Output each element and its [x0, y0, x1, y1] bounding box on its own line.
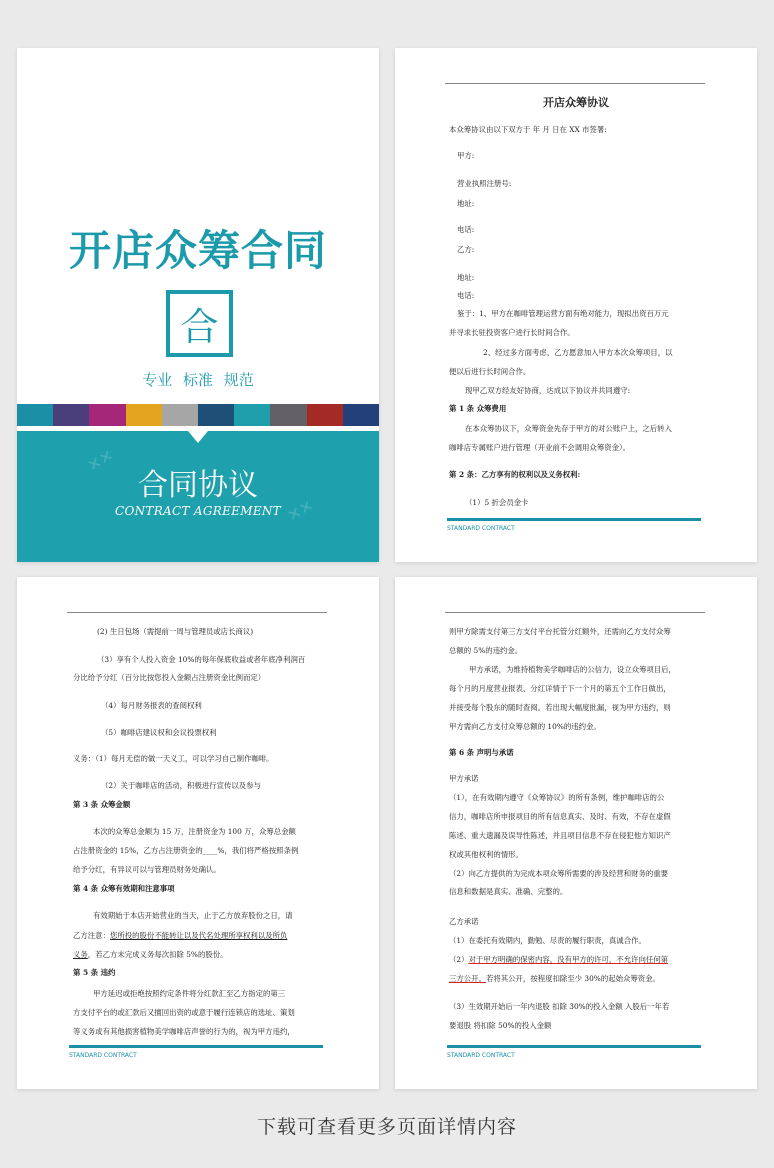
clause-line: (2) 生日包场（需提前一周与管理员或店长商议) [97, 627, 254, 636]
color-strip [17, 404, 379, 426]
contract-logo-icon: 合 [166, 290, 233, 357]
clause-line: 信力，咖啡店所申报项目的所有信息真实、及时、有效，不存在虚假 [449, 812, 671, 821]
footer-label: STANDARD CONTRACT [447, 525, 515, 532]
header-rule [67, 612, 327, 613]
article-heading: 第 4 条 众筹有效期和注意事项 [73, 884, 175, 893]
license-label: 营业执照注册号: [457, 179, 512, 188]
download-caption[interactable]: 下载可查看更多页面详情内容 [256, 1116, 517, 1138]
clause-line: 并接受每个股东的随时查阅。若出现大幅度批漏，视为甲方违约，则 [449, 703, 671, 712]
article-text [73, 932, 287, 939]
cover-band [17, 431, 379, 562]
cover-title: 开店众筹合同 [68, 226, 327, 275]
notice-prefix: 乙方注意： [73, 931, 110, 940]
clause-line: 义务：（1）每月无偿的做一天义工，可以学习自己制作咖啡。 [73, 754, 274, 763]
clause-line: （5）咖啡店建议权和会议投票权利 [101, 728, 217, 737]
article-text [73, 951, 228, 958]
article-text: 占注册资金的 15%，乙方占注册资金的____%，我们将严格按照条例 [73, 846, 299, 855]
clause-line: 则甲方除需支付第三方支付平台托管分红额外，还需向乙方支付众筹 [449, 627, 671, 636]
phone-label: 电话: [457, 225, 475, 234]
clause-line [449, 956, 668, 963]
clause-line [449, 975, 660, 982]
recital-line: 便以后进行长时间合作。 [449, 367, 531, 376]
article-heading: 第 2 条：乙方享有的权利以及义务权利: [449, 470, 581, 479]
article-text: 本次的众筹总金额为 15 万，注册资金为 100 万，众筹总金额 [93, 827, 296, 836]
cover-tagline: 专业 标准 规范 [142, 371, 254, 389]
clause-line: 要退股 将扣除 50%的投入金额 [449, 1021, 552, 1030]
notice-suffix: ，若乙方未完成义务每次扣除 5%的股份。 [87, 950, 228, 959]
color-swatch [343, 404, 379, 426]
clause-line: （1），在有效期内遵守《众筹协议》的所有条例，维护咖啡店的公 [449, 793, 665, 802]
article-text: 给予分红，有异议可以与管理员财务处确认。 [73, 865, 221, 874]
notice-underlined: 义务 [73, 950, 88, 959]
band-subtitle: CONTRACT AGREEMENT [115, 504, 281, 518]
confidential-underlined: 三方公开。 [449, 974, 486, 983]
address-label: 地址: [457, 273, 475, 282]
confidential-underlined: 对于甲方明确的保密内容，没有甲方的许可，不允许向任何第 [468, 955, 669, 964]
color-swatch [126, 404, 162, 426]
article-heading: 第 6 条 声明与承诺 [449, 748, 514, 757]
color-swatch [53, 404, 89, 426]
header-rule [445, 83, 705, 84]
watermark-icon: ✕✕ [284, 495, 317, 526]
clause-suffix: 若将其公开，按程度扣除至少 30%的起始众筹资金。 [485, 974, 660, 983]
color-swatch [307, 404, 343, 426]
document-page-3 [17, 577, 379, 1089]
clause-line: 陈述、重大遗漏及误导性陈述，并且项目信息不存在侵犯他方知识产 [449, 831, 671, 840]
document-page-4 [395, 577, 757, 1089]
clause-prefix: （2） [449, 955, 469, 964]
band-title: 合同协议 [138, 468, 258, 503]
footer-label: STANDARD CONTRACT [447, 1052, 515, 1059]
clause-line: （4）每月财务报表的查阅权利 [101, 701, 202, 710]
color-swatch [89, 404, 125, 426]
clause-line: （2）向乙方提供的为完成本项众筹所需要的涉及经营和财务的重要 [449, 869, 669, 878]
article-text: 等义务或有其他损害植物美学咖啡店声誉的行为的，视为甲方违约， [73, 1027, 295, 1036]
color-swatch [198, 404, 234, 426]
recital-line: 鉴于：1、甲方在咖啡管理运营方面有绝对能力，现拟出资百万元 [457, 309, 669, 318]
clause-line: 信息和数据是真实、准确、完整的。 [449, 887, 568, 896]
article-text: 有效期始于本店开始营业的当天，止于乙方放弃股份之日，请 [93, 911, 293, 920]
section-label: 乙方承诺 [449, 917, 479, 926]
address-label: 地址: [457, 199, 475, 208]
clause-line: 分比给予分红（百分比按您投入金额占注册资金比例而定） [73, 673, 266, 682]
article-heading: 第 3 条 众筹金额 [73, 800, 131, 809]
clause-line: （2）关于咖啡店的活动，积极进行宣传以及参与 [101, 781, 261, 790]
intro-line: 本众筹协议由以下双方于 年 月 日在 XX 市签署: [449, 125, 607, 134]
clause-line: 总额的 5%的违约金。 [449, 646, 523, 655]
cover-page [17, 48, 379, 562]
recital-line: 并寻求长驻投资客户进行长时间合作。 [449, 328, 575, 337]
clause-line: （3）享有个人投入资金 10%的每年保底收益或者年底净利润百 [97, 655, 306, 664]
party-b-label: 乙方: [457, 245, 475, 254]
party-a-label: 甲方: [457, 151, 475, 160]
color-swatch [270, 404, 306, 426]
footer-rule [447, 1045, 701, 1048]
notice-underlined: 您所投的股份不能转让以及代名处理所享权利以及所负 [109, 931, 288, 940]
header-rule [445, 612, 705, 613]
band-notch [188, 431, 208, 443]
article-heading: 第 5 条 违约 [73, 968, 116, 977]
document-page-2 [395, 48, 757, 562]
color-swatch [162, 404, 198, 426]
clause-line: 甲方承诺，为维持植物美学咖啡店的公信力，设立众筹项目后， [469, 665, 676, 674]
clause-line: （1）在委托有效期内，勤勉、尽责的履行职责，真诚合作。 [449, 936, 646, 945]
color-swatch [234, 404, 270, 426]
clause-line: 权或其他权利的情形。 [449, 850, 523, 859]
clause-line: （3）生效期开始后一年内退股 扣除 30%的投入金额 入股后一年若 [449, 1002, 670, 1011]
article-text: 甲方延迟或拒绝按照约定条件将分红款汇至乙方指定的第三 [93, 989, 286, 998]
article-text: （1）5 折会员金卡 [465, 498, 529, 507]
article-text: 方支付平台的或汇款后又擅回出资的或意于履行连锁店的选址、策划 [73, 1008, 295, 1017]
clause-line: 每个月的月度营业报表、分红详情于下一个月的第五个工作日做出， [449, 684, 671, 693]
recital-line: 2、经过多方面考虑，乙方愿意加入甲方本次众筹项目，以 [483, 348, 673, 357]
footer-rule [69, 1045, 323, 1048]
section-label: 甲方承诺 [449, 774, 479, 783]
article-heading: 第 1 条 众筹费用 [449, 404, 507, 413]
watermark-icon: ✕✕ [84, 445, 117, 476]
article-text: 在本众筹协议下，众筹资金先存于甲方的对公账户上，之后转入 [465, 424, 672, 433]
clause-line: 甲方需向乙方支付众筹总额的 10%的违约金。 [449, 722, 601, 731]
phone-label: 电话: [457, 291, 475, 300]
article-text: 咖啡店专属账户进行管理（开业前不会调用众筹资金）。 [449, 443, 631, 452]
recital-line: 现甲乙双方经友好协商，达成以下协议并共同遵守: [465, 386, 631, 395]
footer-rule [447, 518, 701, 521]
footer-label: STANDARD CONTRACT [69, 1052, 137, 1059]
color-swatch [17, 404, 53, 426]
document-title: 开店众筹协议 [543, 96, 609, 109]
